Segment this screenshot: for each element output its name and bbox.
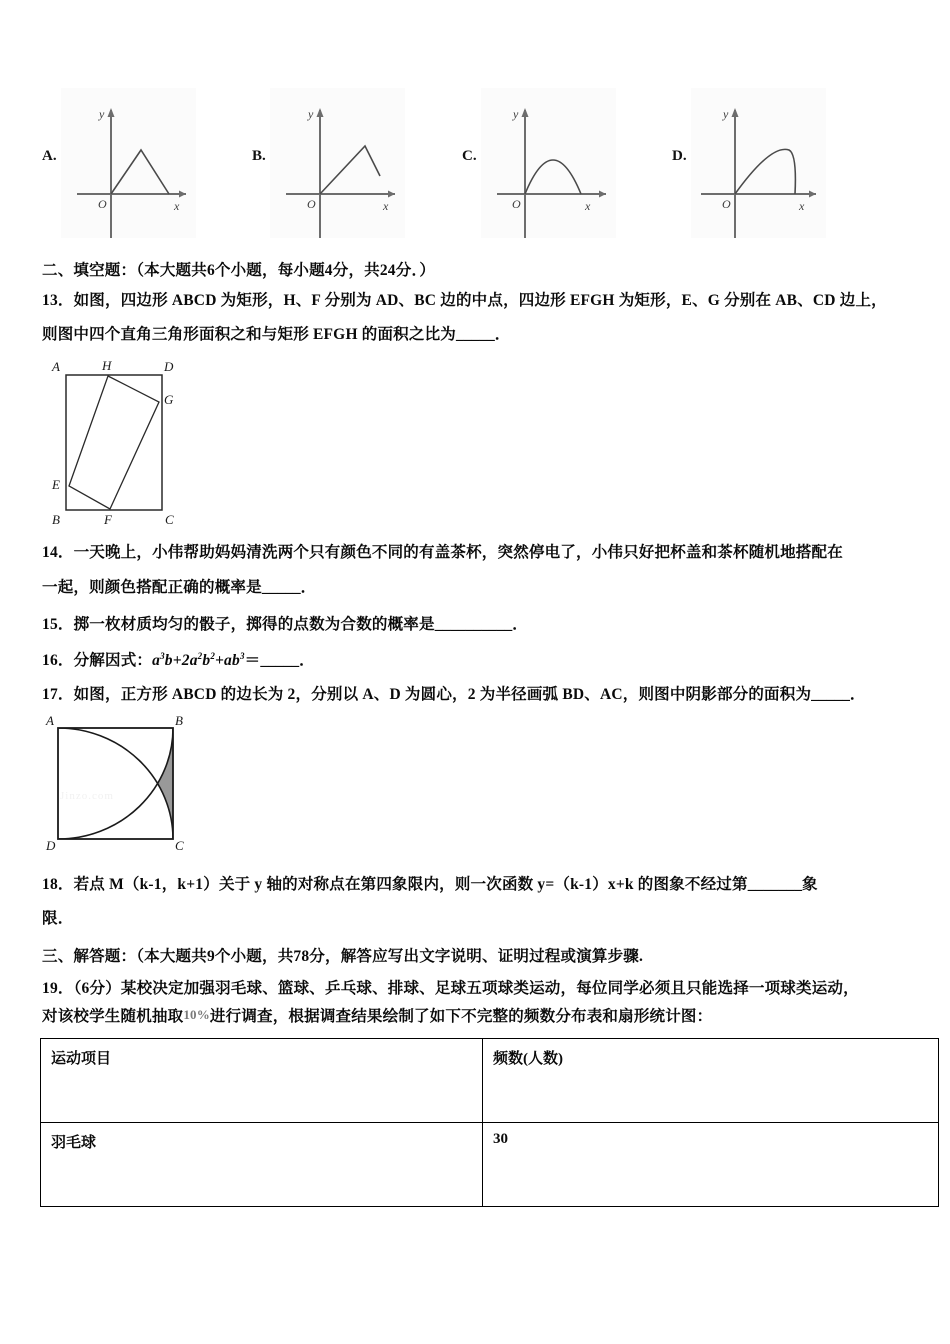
svg-text:x: x [173,199,179,213]
question-16-blank[interactable]: _____ [260,652,300,669]
question-18-line-2: 限． [42,910,74,927]
question-19-line-1: 19．（6分）某校决定加强羽毛球、篮球、乒乓球、排球、足球五项球类运动，每位同学必须且只能选择一项球类运动， [42,980,859,997]
choice-graph-c [481,88,616,238]
table-header-frequency: 频数(人数) [483,1039,939,1123]
question-16 [42,648,315,670]
svg-text:y: y [512,107,518,121]
choice-option-d[interactable] [672,88,826,238]
choice-label-d: D. [672,148,687,164]
question-16-equals: ＝ [244,652,261,669]
choice-graph-b [270,88,405,238]
svg-text:C: C [175,838,184,852]
svg-text:x: x [798,199,804,213]
question-16-text: 16．分解因式： [42,652,153,669]
choice-label-b: B. [252,148,266,164]
question-16-formula: $a^3b+2a^2b^2+ab^3$ [152,650,245,669]
svg-text:y: y [98,107,104,121]
svg-text:y: y [722,107,728,121]
question-14-period: ． [300,579,317,596]
svg-text:G: G [164,392,174,407]
choice-option-c[interactable] [462,88,616,238]
svg-text:O: O [306,197,316,211]
svg-text:E: E [52,477,60,492]
choice-graph-a [61,88,196,238]
question-13-line-2-text: 则图中四个直角三角形面积之和与矩形 EFGH 的面积之比为 [42,326,456,343]
question-18-blank[interactable]: _______ [747,876,802,893]
question-19-line-2 [42,1004,712,1026]
question-14-line-2 [42,575,316,597]
svg-text:D: D [46,838,56,852]
table-row [41,1123,939,1207]
svg-text:C: C [165,512,174,527]
question-14-line-1: 14．一天晚上，小伟帮助妈妈清洗两个只有颜色不同的有盖茶杯，突然停电了，小伟只好把杯盖和茶杯随机地搭配在 [42,544,843,561]
section-two-heading: 二、填空题：（本大题共6个小题，每小题4分，共24分．） [42,262,436,279]
question-16-period: ． [299,652,315,669]
svg-text:O: O [511,197,521,211]
choice-label-c: C. [462,148,477,164]
figure-q17-square-with-arcs [44,712,192,852]
figure-q13-rectangle-abcd-efgh [44,358,194,530]
question-17-blank[interactable]: _____ [811,686,850,703]
question-17 [42,682,866,704]
svg-text:x: x [584,199,590,213]
question-14-blank[interactable]: _____ [261,579,301,596]
question-15-blank[interactable]: __________ [434,616,513,633]
question-18-line-1 [42,872,818,894]
question-13-blank[interactable]: _____ [455,326,495,343]
table-cell-project: 羽毛球 [41,1123,483,1207]
svg-text:O: O [721,197,731,211]
svg-text:O: O [97,197,107,211]
question-13-period: ． [494,326,511,343]
question-18-tail: 象 [801,876,818,893]
svg-text:B: B [52,512,60,527]
question-17-text: 17．如图，正方形 ABCD 的边长为 2，分别以 A、D 为圆心，2 为半径画弧 BD、AC，则图中阴影部分的面积为 [42,686,812,703]
table-header-row [41,1039,939,1123]
frequency-distribution-table [40,1038,939,1207]
svg-text:H: H [102,358,112,373]
choice-label-a: A. [42,148,57,164]
question-15-period: ． [512,616,528,633]
question-15 [42,612,528,634]
question-13-line-1: 13．如图，四边形 ABCD 为矩形，H、F 分别为 AD、BC 边的中点，四边形 EFGH 为矩形，E、G 分别在 AB、CD 边上， [42,292,887,309]
question-17-period: ． [849,686,866,703]
section-three-heading: 三、解答题：（本大题共9个小题，共78分，解答应写出文字说明、证明过程或演算步骤. [42,948,644,965]
watermark-text: Jinzo.com [60,790,114,802]
svg-text:x: x [382,199,389,213]
question-19-text-pre: 对该校学生随机抽取 [42,1008,184,1025]
choice-options-row [42,88,912,238]
choice-graph-d [691,88,826,238]
svg-text:D: D [164,359,174,374]
question-15-text: 15．掷一枚材质均匀的骰子，掷得的点数为合数的概率是 [42,616,435,633]
question-19-text-post: 进行调查，根据调查结果绘制了如下不完整的频数分布表和扇形统计图： [209,1008,713,1025]
choice-option-b[interactable] [252,88,405,238]
svg-text:F: F [104,512,112,527]
question-13-line-2 [42,322,510,344]
choice-option-a[interactable] [42,88,196,238]
svg-text:B: B [175,713,183,728]
svg-text:A: A [52,359,60,374]
svg-text:y: y [307,107,314,121]
question-19-percent-value: 10% [183,1007,210,1022]
question-14-line-2-text: 一起，则颜色搭配正确的概率是 [42,579,262,596]
table-header-project: 运动项目 [41,1039,483,1123]
svg-text:A: A [46,713,54,728]
table-cell-frequency: 30 [483,1123,939,1207]
question-18-text: 18．若点 M（k‑1，k+1）关于 y 轴的对称点在第四象限内，则一次函数 y=（k‑1）x+k 的图象不经过第 [42,876,748,893]
